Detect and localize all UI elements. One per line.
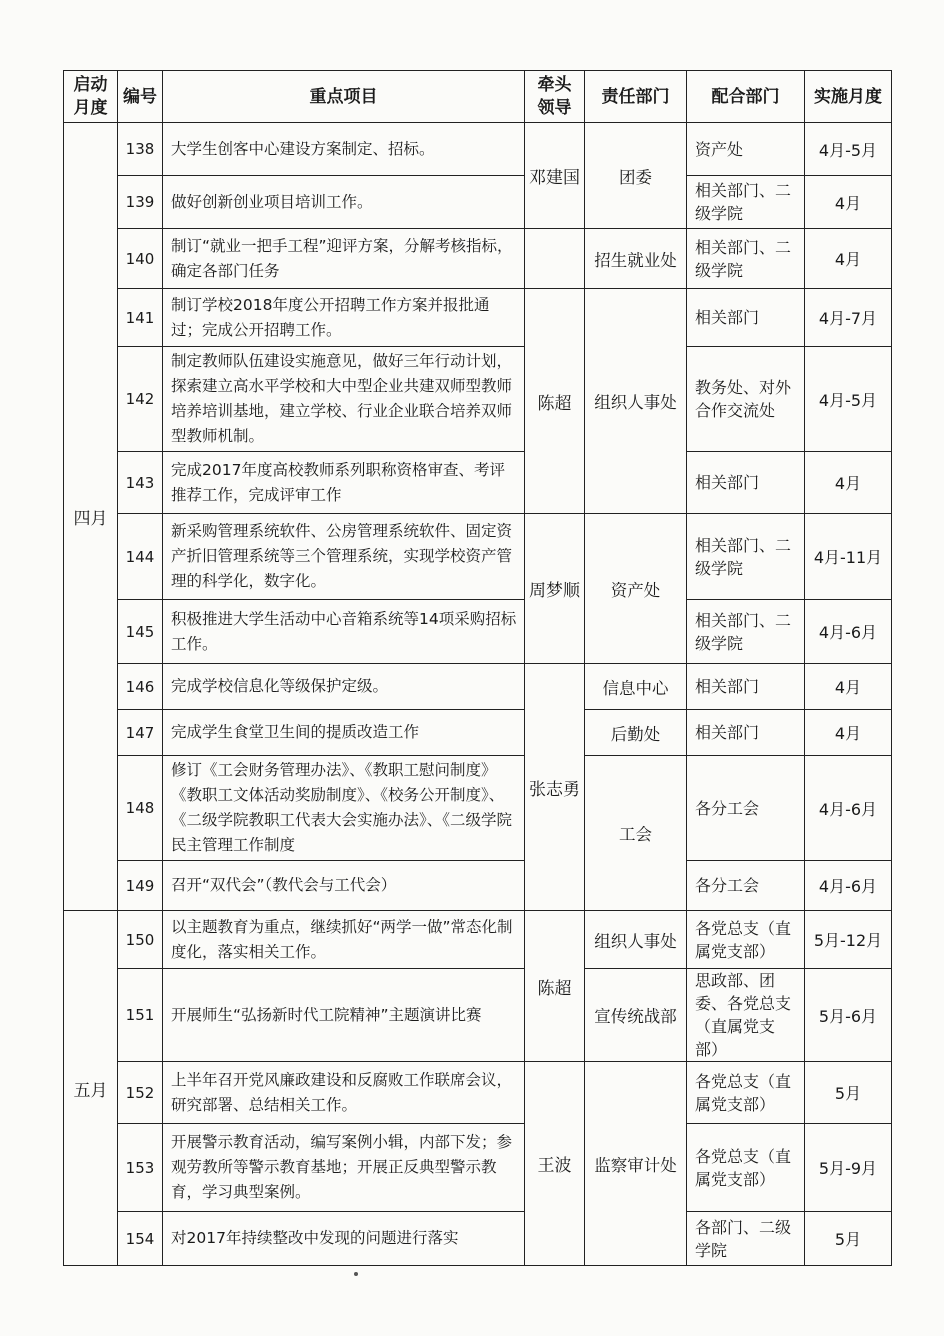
row-number: 151 [118, 969, 163, 1062]
row-leader: 陈超 [525, 911, 585, 1062]
row-time: 5月-12月 [805, 911, 892, 969]
row-item: 新采购管理系统软件、公房管理系统软件、固定资产折旧管理系统等三个管理系统，实现学校资产管理的科学化，数字化。 [163, 514, 525, 600]
row-number: 144 [118, 514, 163, 600]
row-leader: 周梦顺 [525, 514, 585, 664]
row-coop: 各分工会 [687, 861, 805, 911]
row-time: 4月-7月 [805, 289, 892, 347]
header-implementation-month: 实施月度 [805, 71, 892, 123]
row-time: 5月 [805, 1062, 892, 1124]
row-coop: 相关部门 [687, 289, 805, 347]
row-time: 5月-6月 [805, 969, 892, 1062]
row-dept: 宣传统战部 [585, 969, 687, 1062]
header-number: 编号 [118, 71, 163, 123]
row-item: 开展警示教育活动，编写案例小辑，内部下发；参观劳教所等警示教育基地；开展正反典型警示教育，学习典型案例。 [163, 1124, 525, 1212]
row-item: 大学生创客中心建设方案制定、招标。 [163, 123, 525, 176]
row-item: 完成学校信息化等级保护定级。 [163, 664, 525, 710]
header-key-project: 重点项目 [163, 71, 525, 123]
row-number: 150 [118, 911, 163, 969]
header-cooperating-dept: 配合部门 [687, 71, 805, 123]
row-dept: 资产处 [585, 514, 687, 664]
table-row [64, 969, 892, 1062]
row-item: 完成学生食堂卫生间的提质改造工作 [163, 710, 525, 756]
row-time: 4月 [805, 664, 892, 710]
row-item: 制订学校2018年度公开招聘工作方案并报批通过；完成公开招聘工作。 [163, 289, 525, 347]
row-coop: 相关部门 [687, 452, 805, 514]
row-dept: 组织人事处 [585, 289, 687, 514]
row-item: 制定教师队伍建设实施意见，做好三年行动计划，探索建立高水平学校和大中型企业共建双师型教师培养培训基地，建立学校、行业企业联合培养双师型教师机制。 [163, 347, 525, 452]
month-cell-april: 四月 [64, 123, 118, 911]
row-item: 积极推进大学生活动中心音箱系统等14项采购招标工作。 [163, 600, 525, 664]
row-coop: 各分工会 [687, 756, 805, 861]
row-number: 146 [118, 664, 163, 710]
row-item: 召开“双代会”（教代会与工代会） [163, 861, 525, 911]
row-coop: 各党总支（直属党支部） [687, 911, 805, 969]
row-number: 153 [118, 1124, 163, 1212]
row-coop: 各党总支（直属党支部） [687, 1124, 805, 1212]
row-coop: 资产处 [687, 123, 805, 176]
table-row [64, 664, 892, 710]
table-row [64, 756, 892, 861]
header-responsible-dept: 责任部门 [585, 71, 687, 123]
table-row [64, 1212, 892, 1266]
row-leader: 邓建国 [525, 123, 585, 229]
row-time: 4月-5月 [805, 347, 892, 452]
row-time: 4月-6月 [805, 600, 892, 664]
table-row [64, 289, 892, 347]
header-start-month: 启动月度 [64, 71, 118, 123]
row-coop: 各部门、二级学院 [687, 1212, 805, 1266]
row-time: 4月 [805, 176, 892, 229]
row-time: 4月 [805, 229, 892, 289]
table-row [64, 600, 892, 664]
row-leader: 张志勇 [525, 664, 585, 911]
row-item: 开展师生“弘扬新时代工院精神”主题演讲比赛 [163, 969, 525, 1062]
table-row [64, 710, 892, 756]
row-leader: 王波 [525, 1062, 585, 1266]
page-dot-mark [354, 1272, 358, 1276]
row-coop: 各党总支（直属党支部） [687, 1062, 805, 1124]
row-item: 上半年召开党风廉政建设和反腐败工作联席会议，研究部署、总结相关工作。 [163, 1062, 525, 1124]
row-coop: 相关部门、二级学院 [687, 176, 805, 229]
header-lead-leader: 牵头领导 [525, 71, 585, 123]
row-dept: 工会 [585, 756, 687, 911]
month-cell-may: 五月 [64, 911, 118, 1266]
row-dept: 组织人事处 [585, 911, 687, 969]
table-row [64, 123, 892, 176]
work-plan-table [63, 70, 892, 1266]
row-time: 4月 [805, 710, 892, 756]
table-row [64, 1124, 892, 1212]
row-number: 140 [118, 229, 163, 289]
row-number: 147 [118, 710, 163, 756]
row-number: 154 [118, 1212, 163, 1266]
row-item: 完成2017年度高校教师系列职称资格审查、考评推荐工作，完成评审工作 [163, 452, 525, 514]
row-coop: 相关部门、二级学院 [687, 600, 805, 664]
table-row [64, 347, 892, 452]
table-row [64, 861, 892, 911]
row-time: 4月-5月 [805, 123, 892, 176]
row-dept: 信息中心 [585, 664, 687, 710]
row-coop: 相关部门、二级学院 [687, 514, 805, 600]
row-item: 对2017年持续整改中发现的问题进行落实 [163, 1212, 525, 1266]
row-time: 4月 [805, 452, 892, 514]
row-time: 5月 [805, 1212, 892, 1266]
table-row [64, 452, 892, 514]
row-coop: 相关部门 [687, 710, 805, 756]
table-header-row [64, 71, 892, 123]
row-time: 5月-9月 [805, 1124, 892, 1212]
row-dept: 监察审计处 [585, 1062, 687, 1266]
row-item: 制订“就业一把手工程”迎评方案，分解考核指标，确定各部门任务 [163, 229, 525, 289]
row-item: 以主题教育为重点，继续抓好“两学一做”常态化制度化，落实相关工作。 [163, 911, 525, 969]
row-number: 145 [118, 600, 163, 664]
row-number: 142 [118, 347, 163, 452]
row-dept: 后勤处 [585, 710, 687, 756]
row-number: 141 [118, 289, 163, 347]
row-leader [525, 229, 585, 289]
row-coop: 教务处、对外合作交流处 [687, 347, 805, 452]
row-time: 4月-6月 [805, 861, 892, 911]
row-time: 4月-11月 [805, 514, 892, 600]
table-row [64, 911, 892, 969]
row-number: 148 [118, 756, 163, 861]
row-number: 149 [118, 861, 163, 911]
row-number: 143 [118, 452, 163, 514]
row-coop: 相关部门、二级学院 [687, 229, 805, 289]
table-row [64, 176, 892, 229]
row-coop: 思政部、团委、各党总支（直属党支部） [687, 969, 805, 1062]
row-item: 做好创新创业项目培训工作。 [163, 176, 525, 229]
row-dept: 招生就业处 [585, 229, 687, 289]
row-time: 4月-6月 [805, 756, 892, 861]
row-item: 修订《工会财务管理办法》、《教职工慰问制度》《教职工文体活动奖励制度》、《校务公开制度》、《二级学院教职工代表大会实施办法》、《二级学院民主管理工作制度 [163, 756, 525, 861]
table-row [64, 514, 892, 600]
row-coop: 相关部门 [687, 664, 805, 710]
row-number: 139 [118, 176, 163, 229]
row-leader: 陈超 [525, 289, 585, 514]
row-number: 152 [118, 1062, 163, 1124]
table-row [64, 229, 892, 289]
table-row [64, 1062, 892, 1124]
row-number: 138 [118, 123, 163, 176]
row-dept: 团委 [585, 123, 687, 229]
